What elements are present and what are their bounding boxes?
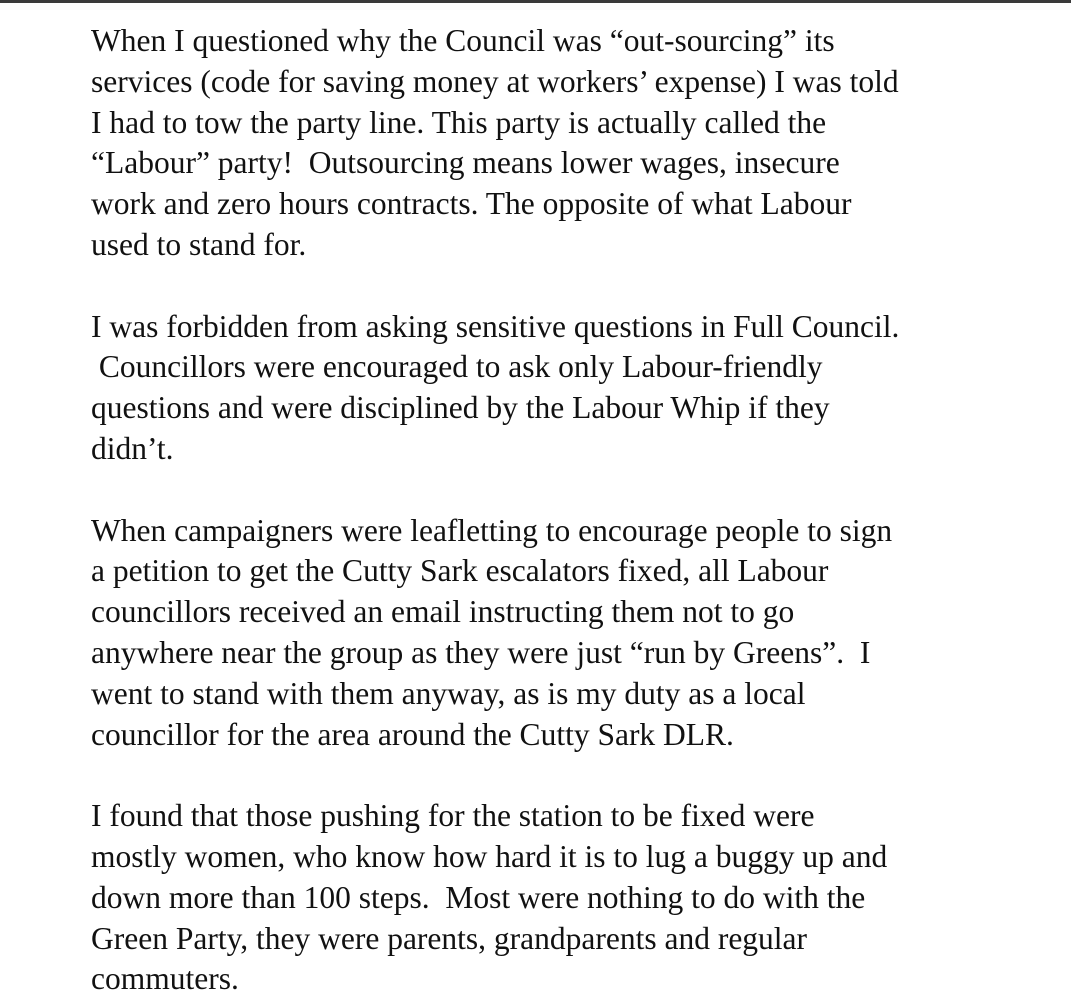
- text-line: went to stand with them anyway, as is my duty as a local: [91, 675, 806, 711]
- text-line: councillor for the area around the Cutty Sark DLR.: [91, 716, 734, 752]
- text-line: mostly women, who know how hard it is to lug a buggy up and: [91, 838, 888, 874]
- text-line: down more than 100 steps. Most were nothing to do with the: [91, 879, 866, 915]
- text-line: I found that those pushing for the station to be fixed were: [91, 798, 815, 834]
- text-line: When I questioned why the Council was “out-sourcing” its: [91, 23, 835, 58]
- text-line: I had to tow the party line. This party is actually called the: [91, 104, 827, 140]
- text-line: When campaigners were leafletting to encourage people to sign: [91, 512, 893, 548]
- text-line: didn’t.: [91, 430, 174, 466]
- text-line: Green Party, they were parents, grandparents and regular: [91, 920, 808, 956]
- text-line: I was forbidden from asking sensitive questions in Full Council.: [91, 308, 900, 344]
- text-line: a petition to get the Cutty Sark escalators fixed, all Labour: [91, 553, 829, 589]
- text-line: work and zero hours contracts. The opposite of what Labour: [91, 186, 852, 222]
- text-line: Councillors were encouraged to ask only Labour-friendly: [91, 349, 823, 385]
- paragraph-outsourcing: [91, 21, 1051, 266]
- text-line: services (code for saving money at workers’ expense) I was told: [91, 63, 899, 99]
- text-line: “Labour” party! Outsourcing means lower wages, insecure: [91, 145, 840, 181]
- paragraph-cutty-sark-petition: [91, 511, 1051, 756]
- text-line: councillors received an email instructing them not to go: [91, 594, 795, 630]
- paragraph-full-council: [91, 307, 1051, 470]
- top-border-line: [0, 0, 1071, 3]
- text-line: questions and were disciplined by the Labour Whip if they: [91, 390, 830, 426]
- paragraph-station-campaigners: [91, 796, 1051, 1000]
- document-body: [91, 21, 1051, 1000]
- text-line: anywhere near the group as they were just “run by Greens”. I: [91, 634, 871, 670]
- text-line: commuters.: [91, 961, 239, 997]
- text-line: used to stand for.: [91, 226, 307, 262]
